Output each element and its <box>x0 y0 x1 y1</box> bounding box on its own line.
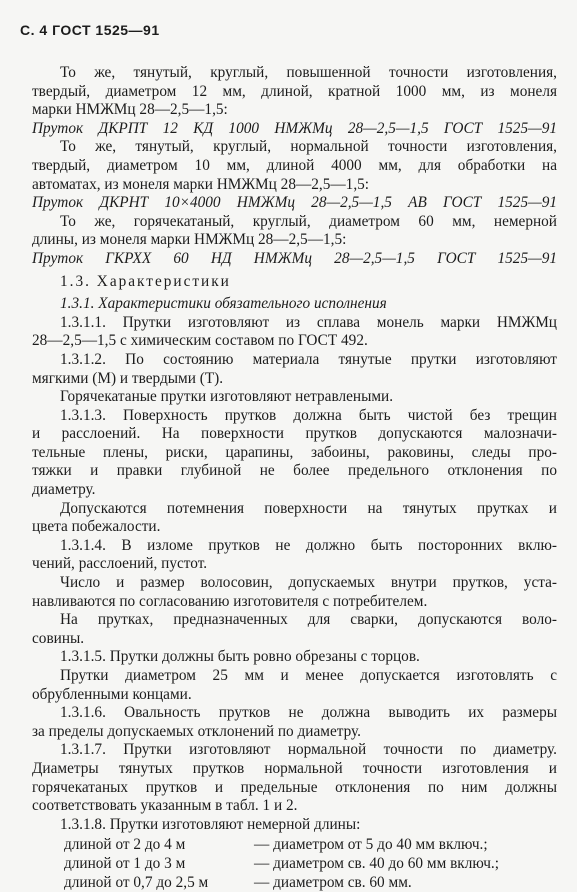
text-line: длины, из монеля марки НМЖМц 28—2,5—1,5: <box>32 231 347 249</box>
text-line: диаметру. <box>32 481 96 499</box>
text-line: 1.3.1.7. Прутки изготовляют нормальной точности по диаметру. <box>60 741 557 759</box>
text-line: соответствовать указанным в табл. 1 и 2. <box>32 797 298 815</box>
designation-example: Пруток ГКРХХ 60 НД НМЖМц 28—2,5—1,5 ГОСТ 1525—91 <box>32 249 557 267</box>
length-table-row <box>32 874 557 892</box>
text-line: твердый, диаметром 10 мм, длиной 4000 мм, для обработки на <box>32 156 557 174</box>
designation-example: Пруток ДКРПТ 12 КД 1000 НМЖМц 28—2,5—1,5 ГОСТ 1525—91 <box>32 119 557 137</box>
text-line: 1.3.1.8. Прутки изготовляют немерной длины: <box>60 815 361 833</box>
page-header: С. 4 ГОСТ 1525—91 <box>20 22 160 38</box>
length-table <box>32 834 557 890</box>
text-line: То же, горячекатаный, круглый, диаметром 60 мм, немерной <box>60 212 557 230</box>
text-line: мягкими (М) и твердыми (Т). <box>32 369 224 387</box>
text-line: чений, расслоений, пустот. <box>32 555 208 573</box>
text-line: 28—2,5—1,5 с химическим составом по ГОСТ 492. <box>32 332 368 350</box>
text-line: 1.3.1.4. В изломе прутков не должно быть посторонних вклю- <box>60 536 557 554</box>
section-heading: 1.3. Характеристики <box>60 272 231 290</box>
text-line: твердый, диаметром 12 мм, длиной, кратной 1000 мм, из монеля <box>32 82 557 100</box>
length-table-row <box>32 855 557 874</box>
text-line: 1.3.1.5. Прутки должны быть ровно обрезаны с торцов. <box>60 648 420 666</box>
text-line: Допускаются потемнения поверхности на тянутых прутках и <box>60 499 557 517</box>
text-line: горячекатаных прутков и предельные отклонения по ним должны <box>32 778 557 796</box>
length-cell: длиной от 1 до 3 м <box>64 854 186 872</box>
text-line: 1.3.1.3. Поверхность прутков должна быть чистой без трещин <box>60 406 557 424</box>
text-line: обрубленными концами. <box>32 685 192 703</box>
text-line: На прутках, предназначенных для сварки, допускаются воло- <box>60 611 557 629</box>
text-line: То же, тянутый, круглый, нормальной точности изготовления, <box>60 138 557 156</box>
subsection-heading: 1.3.1. Характеристики обязательного исполнения <box>60 295 387 313</box>
text-line: 1.3.1.6. Овальность прутков не должна выводить их размеры <box>60 704 557 722</box>
text-line: Число и размер волосовин, допускаемых внутри прутков, уста- <box>60 574 557 592</box>
text-line: Горячекатаные прутки изготовляют нетравлеными. <box>60 388 394 406</box>
text-line: марки НМЖМц 28—2,5—1,5: <box>32 101 228 119</box>
text-line: тельные плены, риски, царапины, забоины, раковины, следы про- <box>32 443 557 461</box>
text-line: 1.3.1.2. По состоянию материала тянутые прутки изготовляют <box>60 350 557 368</box>
document-body <box>32 64 557 890</box>
text-line: цвета побежалости. <box>32 518 161 536</box>
diameter-cell: — диаметром от 5 до 40 мм включ.; <box>254 836 488 854</box>
length-table-row <box>32 836 557 855</box>
designation-example: Пруток ДКРНТ 10×4000 НМЖМц 28—2,5—1,5 АВ ГОСТ 1525—91 <box>32 194 557 212</box>
text-line: за пределы допускаемых отклонений по диаметру. <box>32 722 362 740</box>
text-line: Диаметры тянутых прутков нормальной точности изготовления и <box>32 759 557 777</box>
diameter-cell: — диаметром св. 40 до 60 мм включ.; <box>254 854 499 872</box>
length-cell: длиной от 2 до 4 м <box>64 836 186 854</box>
text-line: навливаются по согласованию изготовителя с потребителем. <box>32 592 428 610</box>
text-line: автоматах, из монеля марки НМЖМц 28—2,5—1,5: <box>32 175 370 193</box>
length-cell: длиной от 0,7 до 2,5 м <box>64 873 209 891</box>
text-line: Прутки диаметром 25 мм и менее допускается изготовлять с <box>60 667 557 684</box>
text-line: тяжки и правки глубиной не более предельного отклонения по <box>32 462 557 480</box>
text-line: совины. <box>32 629 85 647</box>
text-line: и расслоений. На поверхности прутков допускаются малозначи- <box>32 425 557 443</box>
diameter-cell: — диаметром св. 60 мм. <box>254 873 412 891</box>
text-line: То же, тянутый, круглый, повышенной точности изготовления, <box>60 64 557 81</box>
text-line: 1.3.1.1. Прутки изготовляют из сплава монель марки НМЖМц <box>60 313 557 331</box>
